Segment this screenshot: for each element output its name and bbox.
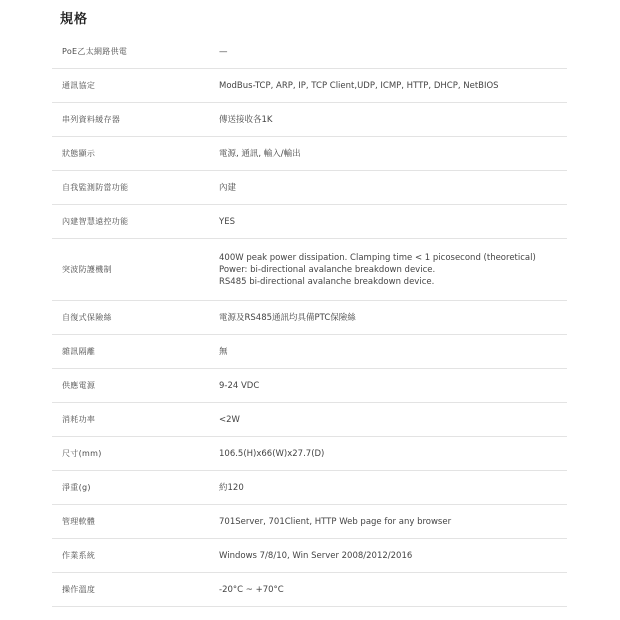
- spec-value: —: [219, 46, 228, 57]
- spec-value: 電源, 通訊, 輸入/輸出: [219, 148, 301, 159]
- spec-label: 作業系統: [62, 551, 96, 560]
- spec-row-buffer: [52, 103, 567, 137]
- spec-value: 傳送接收各1K: [219, 114, 273, 125]
- spec-label: 自我監測防當功能: [62, 183, 129, 192]
- spec-label: 通訊協定: [62, 81, 96, 90]
- spec-value: 701Server, 701Client, HTTP Web page for any browser: [219, 516, 452, 527]
- spec-row-protocol: [52, 69, 567, 103]
- spec-value: ModBus-TCP, ARP, IP, TCP Client,UDP, ICMP, HTTP, DHCP, NetBIOS: [219, 80, 499, 91]
- spec-row-remote: [52, 205, 567, 239]
- page-title: 規格: [60, 12, 89, 27]
- spec-value: Windows 7/8/10, Win Server 2008/2012/2016: [219, 550, 413, 561]
- spec-row-power-supply: [52, 369, 567, 403]
- spec-label: PoE乙太網路供電: [62, 47, 128, 56]
- spec-row-weight: [52, 471, 567, 505]
- spec-label: 串列資料緩存器: [62, 115, 121, 124]
- spec-row-poe: [52, 35, 567, 69]
- spec-label: 狀態顯示: [62, 149, 96, 158]
- spec-label: 操作溫度: [62, 585, 96, 594]
- spec-row-status: [52, 137, 567, 171]
- spec-label: 消耗功率: [62, 415, 96, 424]
- spec-label: 供應電源: [62, 381, 96, 390]
- spec-label: 自復式保險絲: [62, 313, 112, 322]
- spec-value-line: 400W peak power dissipation. Clamping time < 1 picosecond (theoretical): [219, 252, 536, 263]
- spec-label: 雜訊隔離: [62, 347, 96, 356]
- spec-label: 突波防護機制: [62, 265, 112, 274]
- spec-value: <2W: [219, 414, 240, 425]
- spec-value: -20°C ~ +70°C: [219, 584, 284, 595]
- spec-value: 無: [219, 346, 228, 357]
- spec-row-isolation: [52, 335, 567, 369]
- spec-value-line: Power: bi-directional avalanche breakdown device.: [219, 264, 436, 275]
- spec-row-watchdog: [52, 171, 567, 205]
- spec-row-software: [52, 505, 567, 539]
- spec-value: 內建: [219, 182, 237, 193]
- spec-row-fuse: [52, 301, 567, 335]
- spec-value: 約120: [219, 482, 244, 493]
- spec-table: [52, 35, 567, 607]
- spec-value: 106.5(H)x66(W)x27.7(D): [219, 448, 325, 459]
- spec-value: 電源及RS485通訊均具備PTC保險絲: [219, 312, 356, 323]
- spec-label: 淨重(g): [62, 483, 91, 492]
- spec-row-dimensions: [52, 437, 567, 471]
- spec-label: 內建智慧遠控功能: [62, 217, 129, 226]
- spec-value: 9-24 VDC: [219, 380, 260, 391]
- spec-label: 尺寸(mm): [62, 449, 102, 458]
- spec-value-line: RS485 bi-directional avalanche breakdown device.: [219, 276, 435, 287]
- spec-label: 管理軟體: [62, 517, 96, 526]
- spec-row-consumption: [52, 403, 567, 437]
- spec-row-temperature: [52, 573, 567, 607]
- spec-row-os: [52, 539, 567, 573]
- spec-value: YES: [219, 216, 235, 227]
- spec-value: [219, 239, 567, 300]
- spec-row-surge: [52, 239, 567, 301]
